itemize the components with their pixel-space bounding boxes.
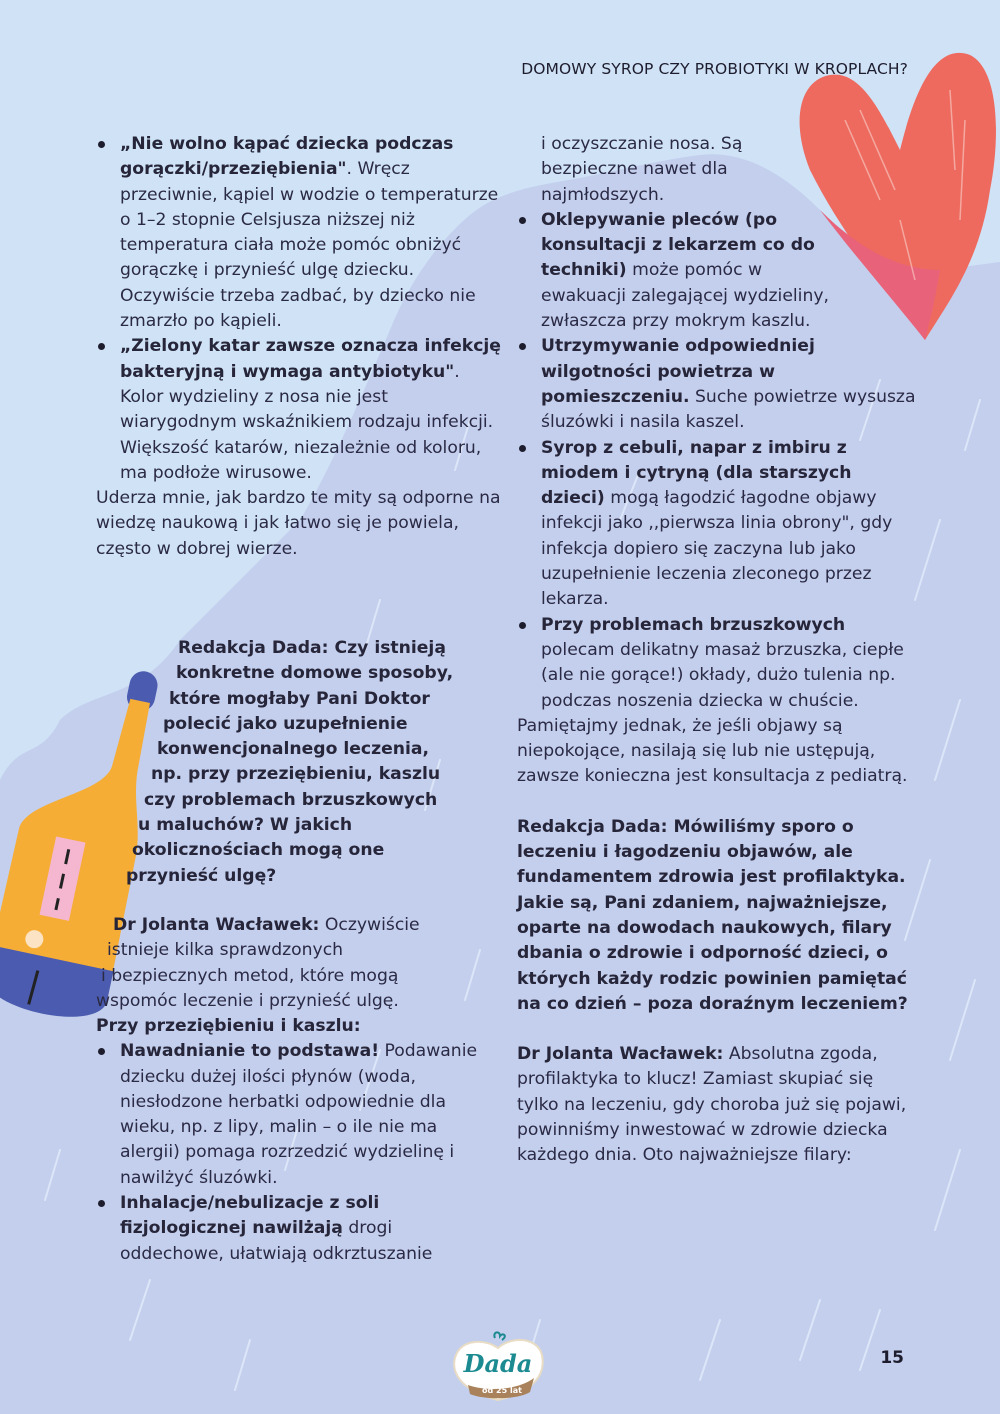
question-line: Redakcja Dada: Czy istnieją <box>178 638 446 658</box>
dada-logo <box>448 1330 548 1402</box>
question-line: polecić jako uzupełnienie <box>163 713 408 734</box>
myths-list <box>96 132 506 486</box>
interview-answer <box>0 913 500 1014</box>
question-line: konwencjonalnego leczenia, <box>157 739 430 760</box>
svg-text:od 25 lat: od 25 lat <box>482 1386 522 1395</box>
section-subheading: Przy przeziębieniu i kaszlu: <box>96 1016 361 1036</box>
list-item <box>517 613 917 714</box>
continuation-text: i oczyszczanie nosa. Są bezpieczne nawet dla najmłodszych. <box>541 134 743 205</box>
speaker-name: Dr Jolanta Wacławek: <box>517 1044 724 1065</box>
list-item <box>517 334 917 435</box>
myth-text: . Kolor wydzieliny z nosa nie jest wiarygodnym wskaźnikiem rodzaju infekcji. Większość katarów, niezależnie od koloru, ma podłoże wirusowe. <box>120 361 494 483</box>
tip-title: Utrzymywanie odpowiedniej wilgotności powietrza w pomieszczeniu. <box>541 336 815 407</box>
right-column <box>517 132 917 1169</box>
myth-text: . Wręcz przeciwnie, kąpiel w wodzie o temperaturze o 1–2 stopnie Celsjusza niższej niż temperatura ciała może pomóc obniżyć gorączkę i przynieść ulgę dziecku. Oczywiście trzeba zadbać, by dziecko nie zmarzło po kąpieli. <box>120 159 499 332</box>
list-item <box>96 1191 496 1267</box>
tip-text: polecam delikatny masaż brzuszka, ciepłe (ale nie gorące!) okłady, dużo tulenia np. podczas noszenia dziecka w chuście. <box>541 639 904 711</box>
tip-title: Inhalacje/nebulizacje z soli fizjologicznej nawilżają <box>120 1193 380 1239</box>
question-line: czy problemach brzuszkowych <box>144 789 438 810</box>
question-line: konkretne domowe sposoby, <box>176 663 454 684</box>
list-item <box>96 132 506 334</box>
interview-answer-2 <box>517 1042 917 1168</box>
question-line: przynieść ulgę? <box>126 865 277 886</box>
list-item <box>96 1039 496 1191</box>
tip-title: Oklepywanie pleców (po konsultacji z lekarzem co do techniki) <box>541 209 815 281</box>
tips-list-right <box>517 208 917 714</box>
list-item <box>517 208 831 334</box>
tip-text: może pomóc w ewakuacji zalegającej wydzieliny, zwłaszcza przy mokrym kaszlu. <box>541 260 829 332</box>
reminder-paragraph: Pamiętajmy jednak, że jeśli objawy są niepokojące, nasilają się lub nie ustępują, zawsze konieczna jest konsultacja z pediatrą. <box>517 715 908 787</box>
question-line: np. przy przeziębieniu, kaszlu <box>151 764 441 785</box>
list-item <box>517 436 917 613</box>
question-line: które mogłaby Pani Doktor <box>169 688 430 709</box>
tip-text: drogi oddechowe, ułatwiają odkrztuszanie <box>120 1218 433 1264</box>
tip-title: Przy problemach brzuszkowych <box>541 614 846 635</box>
tip-text: Suche powietrze wysusza śluzówki i nasila kaszel. <box>541 386 916 433</box>
tip-title: Nawadnianie to podstawa! <box>120 1041 380 1062</box>
question-line: u maluchów? W jakich <box>138 815 353 836</box>
list-item <box>96 334 506 486</box>
answer-line: wspomóc leczenie i przynieść ulgę. <box>96 990 399 1011</box>
left-column <box>96 132 506 562</box>
answer-text: Absolutna zgoda, profilaktyka to klucz! Zamiast skupiać się tylko na leczeniu, gdy choroba już się pojawi, powinniśmy inwestować w zdrowie dziecka każdego dnia. Oto najważniejsze filary: <box>517 1044 907 1166</box>
svg-text:Dada: Dada <box>463 1349 533 1378</box>
question-line: okolicznościach mogą one <box>132 840 385 861</box>
answer-line: i bezpiecznych metod, które mogą <box>101 965 399 986</box>
myth-title: „Zielony katar zawsze oznacza infekcję bakteryjną i wymaga antybiotyku" <box>120 336 501 382</box>
myth-title: „Nie wolno kąpać dziecka podczas gorączki/przeziębienia" <box>120 134 454 180</box>
interview-question-2: Redakcja Dada: Mówiliśmy sporo o leczeniu i łagodzeniu objawów, ale fundamentem zdrowia jest profilaktyka. Jakie są, Pani zdaniem, najważniejsze, oparte na dowodach naukowych, filary dbania o zdrowie i odporność dzieci, o których każdy rodzic powinien pamiętać na co dzień – poza doraźnym leczeniem? <box>517 816 908 1014</box>
tip-text: Podawanie dziecku dużej ilości płynów (woda, niesłodzone herbatki odpowiednie dla wieku, np. z lipy, malin – o ile nie ma alergii) pomaga rozrzedzić wydzielinę i nawilżyć śluzówki. <box>120 1041 478 1188</box>
speaker-name: Dr Jolanta Wacławek: <box>113 915 320 935</box>
page-header-title: DOMOWY SYROP CZY PROBIOTYKI W KROPLACH? <box>521 60 908 78</box>
tips-list <box>96 1039 496 1267</box>
tip-title: Syrop z cebuli, napar z imbiru z miodem i cytryną (dla starszych dzieci) <box>541 437 852 509</box>
interview-question <box>0 636 500 889</box>
tip-text: mogą łagodzić łagodne objawy infekcji jako ,,pierwsza linia obrony", gdy infekcja dopiero się zaczyna lub jako uzupełnienie leczenia zleconego przez lekarza. <box>541 488 893 610</box>
answer-text: Oczywiście <box>319 915 420 935</box>
tips-left <box>96 1014 496 1267</box>
answer-line: istnieje kilka sprawdzonych <box>107 940 344 961</box>
closing-paragraph: Uderza mnie, jak bardzo te mity są odporne na wiedzę naukową i jak łatwo się je powiela, często w dobrej wierze. <box>96 488 501 559</box>
page-number: 15 <box>880 1348 904 1368</box>
